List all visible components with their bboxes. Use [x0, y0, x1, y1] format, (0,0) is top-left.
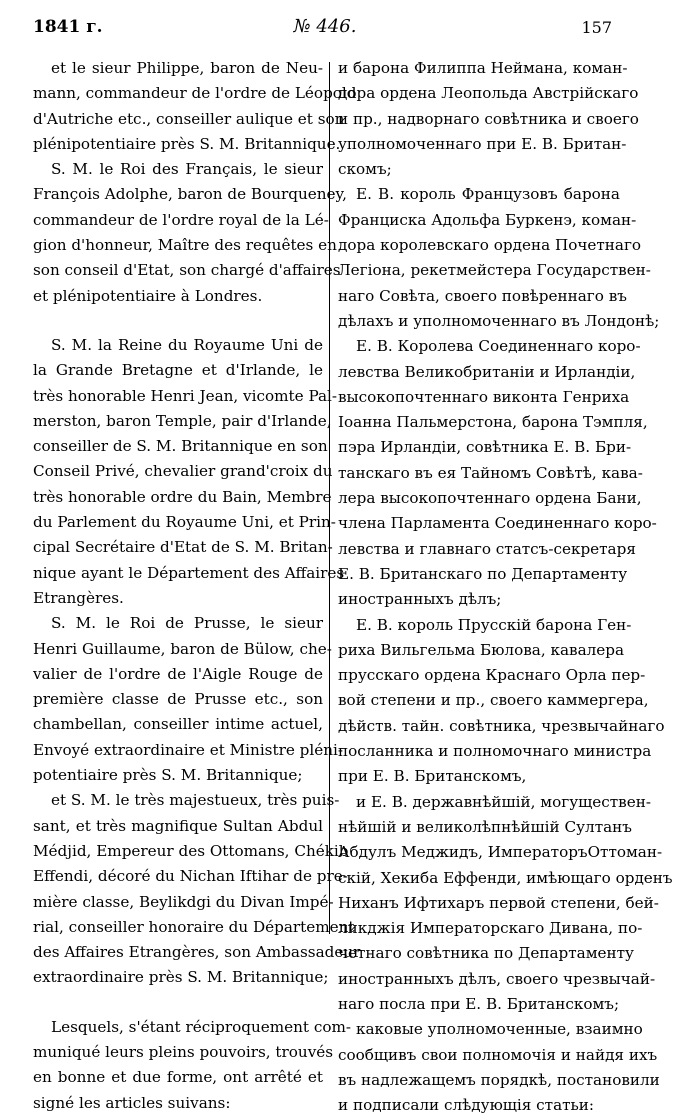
text-line: très honorable Henri Jean, vicomte Pal- [33, 386, 338, 405]
text-line: ликджія Императорскаго Дивана, по- [338, 919, 643, 938]
text-line: наго посла при Е. В. Британскомъ; [338, 994, 620, 1013]
text-line: и барона Филиппа Неймана, коман- [338, 59, 628, 77]
text-line: Е. В. Королева Соединеннаго коро- [356, 337, 641, 356]
text-line: наго Совѣта, своего повѣреннаго въ [338, 286, 627, 305]
text-line: S. M. le Roi des Français, le sieur [51, 160, 323, 179]
text-line: extraordinaire près S. M. Britannique; [33, 968, 329, 987]
text-line: левства Великобританіи и Ирландіи, [338, 362, 636, 381]
paragraph-fr-1 [33, 56, 357, 157]
text-line: et le sieur Philippe, baron de Neu- [51, 59, 323, 77]
running-header [0, 0, 650, 45]
text-line: скомъ; [338, 160, 392, 179]
text-line: лера высокопочтеннаго ордена Бани, [338, 489, 642, 508]
text-line: нѣйшій и великолѣпнѣйшій Султанъ [338, 817, 632, 836]
paragraph-ru-1 [338, 56, 639, 182]
text-line: et S. M. le très majestueux, très puis- [51, 791, 340, 810]
text-line: Lesquels, s'étant réciproquement com- [51, 1017, 352, 1036]
text-line: Conseil Privé, chevalier grand'croix du [33, 462, 333, 481]
text-line: скій, Хекиба Еффенди, имѣющаго орденъ [338, 868, 673, 887]
text-line: сообщивъ свои полномочія и найдя ихъ [338, 1045, 658, 1064]
text-line: valier de l'ordre de l'Aigle Rouge de [33, 664, 323, 683]
text-line: высокопочтеннаго виконта Генриха [338, 387, 630, 406]
text-line: иностранныхъ дѣлъ; [338, 590, 502, 609]
text-line: chambellan, conseiller intime actuel, [33, 715, 323, 734]
text-line: танскаго въ ея Тайномъ Совѣтѣ, кава- [338, 463, 643, 482]
text-line: прусскаго ордена Краснаго Орла пер- [338, 666, 646, 685]
text-line: nique ayant le Département des Affaires [33, 563, 345, 582]
text-line: при Е. В. Британскомъ, [338, 767, 527, 786]
text-line: каковые уполномоченные, взаимно [356, 1020, 643, 1039]
text-line: левства и главнаго статсъ-секретаря [338, 539, 636, 558]
text-line: potentiaire près S. M. Britannique; [33, 766, 303, 785]
text-line: gion d'honneur, Maître des requêtes en [33, 236, 337, 255]
header-year: 1841 г. [33, 17, 103, 37]
paragraph-ru-5 [338, 790, 673, 1018]
paragraph-gap [33, 309, 323, 333]
text-line: дѣлахъ и уполномоченнаго въ Лондонѣ; [338, 311, 660, 330]
text-line: merston, baron Temple, pair d'Irlande, [33, 411, 332, 430]
text-line: plénipotentiaire près S. M. Britannique. [33, 134, 341, 153]
text-line: des Affaires Etrangères, son Ambassadeur [33, 943, 361, 962]
header-document-number: № 446. [293, 16, 357, 37]
text-line: пэра Ирландіи, совѣтника Е. В. Бри- [338, 438, 632, 457]
paragraph-fr-3 [33, 333, 345, 611]
text-line: sant, et très magnifique Sultan Abdul [33, 816, 323, 835]
text-line: S. M. le Roi de Prusse, le sieur [51, 614, 323, 633]
text-line: Е. В. король Французовъ барона [356, 185, 620, 204]
text-line: вой степени и пр., своего каммергера, [338, 691, 649, 710]
text-line: d'Autriche etc., conseiller aulique et son [33, 109, 345, 128]
text-line: уполномоченнаго при Е. В. Британ- [338, 134, 627, 153]
text-line: Абдулъ Меджидъ, ИмператоръОттоман- [338, 843, 663, 862]
text-line: члена Парламента Соединеннаго коро- [338, 514, 657, 533]
text-line: cipal Secrétaire d'Etat de S. M. Britan- [33, 538, 333, 557]
text-line: muniqué leurs pleins pouvoirs, trouvés [33, 1042, 334, 1061]
paragraph-fr-5 [33, 788, 361, 990]
text-line: посланника и полномочнаго министра [338, 742, 652, 761]
paragraph-ru-2 [338, 182, 660, 334]
text-line: Etrangères. [33, 588, 124, 607]
paragraph-ru-6 [338, 1017, 660, 1118]
paragraph-ru-4 [338, 613, 665, 790]
text-line: François Adolphe, baron de Bourqueney, [33, 185, 347, 204]
text-line: conseiller de S. M. Britannique en son [33, 437, 328, 456]
text-line: mann, commandeur de l'ordre de Léopold [33, 84, 357, 103]
text-line: la Grande Bretagne et d'Irlande, le [33, 361, 323, 380]
text-line: signé les articles suivans: [33, 1093, 231, 1112]
paragraph-fr-4 [33, 611, 343, 788]
text-line: въ надлежащемъ порядкѣ, постановили [338, 1070, 660, 1089]
paragraph-fr-6 [33, 1015, 352, 1116]
text-line: mière classe, Beylikdgi du Divan Impé- [33, 892, 334, 911]
text-line: иностранныхъ дѣлъ, своего чрезвычай- [338, 969, 656, 988]
paragraph-ru-3 [338, 334, 657, 612]
text-line: риха Вильгельма Бюлова, кавалера [338, 640, 625, 659]
text-line: дора королевскаго ордена Почетнаго [338, 236, 642, 255]
russian-column [338, 56, 673, 1118]
text-line: Médjid, Empereur des Ottomans, Chékib [33, 841, 349, 860]
text-line: très honorable ordre du Bain, Membre [33, 487, 332, 506]
text-line: дѣйств. тайн. совѣтника, чрезвычайнаго [338, 716, 665, 735]
text-line: Envoyé extraordinaire et Ministre pléni- [33, 740, 343, 759]
text-line: commandeur de l'ordre royal de la Lé- [33, 210, 329, 229]
paragraph-gap [33, 991, 323, 1015]
text-line: четнаго совѣтника по Департаменту [338, 944, 634, 963]
text-line: Effendi, décoré du Nichan Iftihar de pre- [33, 867, 348, 886]
text-line: rial, conseiller honoraire du Département [33, 917, 355, 936]
french-column [33, 56, 361, 1116]
text-line: et plénipotentiaire à Londres. [33, 286, 263, 305]
text-line: и пр., надворнаго совѣтника и своего [338, 109, 639, 128]
text-line: Іоанна Пальмерстона, барона Тэмпля, [338, 413, 648, 432]
text-line: и Е. В. державнѣйшій, могуществен- [356, 792, 651, 811]
text-line: и подписали слѣдующія статьи: [338, 1096, 595, 1115]
text-line: du Parlement du Royaume Uni, et Prin- [33, 513, 336, 532]
page-number: 157 [581, 18, 612, 37]
paragraph-fr-2 [33, 157, 347, 309]
text-line: S. M. la Reine du Royaume Uni de [51, 335, 323, 354]
text-line: Франциска Адольфа Буркенэ, коман- [338, 210, 637, 229]
text-line: Henri Guillaume, baron de Bülow, che- [33, 639, 332, 658]
text-line: Е. В. Британскаго по Департаменту [338, 564, 628, 583]
text-line: première classe de Prusse etc., son [33, 690, 323, 709]
text-line: son conseil d'Etat, son chargé d'affaires [33, 261, 341, 280]
text-line: en bonne et due forme, ont arrêté et [33, 1068, 323, 1087]
text-line: Легіона, рекетмейстера Государствен- [338, 261, 651, 280]
text-line: Е. В. король Прусскій барона Ген- [356, 615, 632, 634]
text-line: дора ордена Леопольда Австрійскаго [338, 84, 639, 103]
text-line: Ниханъ Ифтихаръ первой степени, бей- [338, 893, 659, 912]
